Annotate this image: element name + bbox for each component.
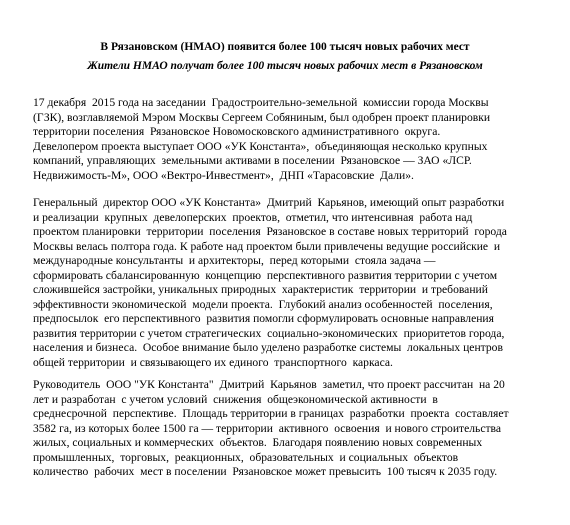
paragraph-line: Москвы велась полтора года. К работе над проектом были привлечены ведущие российские и [33,239,501,253]
paragraph-line: Генеральный директор ООО «УК Константа» Дмитрий Карьянов, имеющий опыт разработки [33,196,505,209]
paragraph-line: и реализации крупных девелоперских проектов, отметил, что интенсивная работа над [33,210,473,224]
paragraph-line: развития территории с учетом стратегических социально-экономических приоритетов города, [33,326,505,340]
paragraph-line: Девелопером проекта выступает ООО «УК Константа», объединяющая несколько крупных [33,139,488,153]
paragraph-line: лет и разработан с учетом условий снижения общеэкономической активности в [33,392,438,406]
paragraph-line: международные консультанты и архитекторы, перед которыми стояла задача — [33,254,436,267]
paragraph-1 [33,96,553,183]
paragraph-line: эффективности экономической модели проекта. Глубокий анализ особенностей поселения, [33,297,493,311]
paragraph-line: сформировать сбалансированную концепцию перспективного развития территории с учетом [33,268,498,282]
paragraph-line: жилых, социальных и коммерческих объектов. Благодаря появлению новых современных [33,436,483,449]
paragraph-line: сложившейся застройки, уникальных природных характеристик территории и требований [33,283,488,296]
paragraph-line: компаний, управляющих земельными активами в поселении Рязановское — ЗАО «ЛСР. [33,154,472,167]
paragraph-line: проектом планировки территории поселения Рязановское в составе новых территорий города [33,225,507,238]
paragraph-line: (ГЗК), возглавляемой Мэром Москвы Сергеем Собяниным, был одобрен проект планировки [33,110,491,124]
paragraph-line: 17 декабря 2015 года на заседании Градостроительно-земельной комиссии города Москвы [33,96,489,109]
paragraph-line: населения и бизнеса. Особое внимание было уделено разработке системы локальных центров [33,341,503,354]
paragraph-line: промышленных, торговых, реакционных, образовательных и социальных объектов [33,450,459,464]
headline-primary: В Рязановском (НМАО) появится более 100 тысяч новых рабочих мест [100,41,470,53]
paragraph-2 [33,196,553,370]
paragraph-line: территории поселения Рязановское Новомосковского административного округа. [33,125,441,138]
paragraph-line: предпосылок его перспективного развития помогли сформулировать основные направления [33,312,494,325]
paragraph-line: среднесрочной перспективе. Площадь территории в границах разработки проекта составляет [33,407,509,420]
paragraph-line: 3582 га, из которых более 1500 га — территории активного освоения и нового строительства [33,421,502,435]
paragraph-3 [33,378,553,480]
paragraph-line: общей территории и связывающего их единого транспортного каркаса. [33,355,393,369]
headline-secondary: Жители НМАО получат более 100 тысяч новых рабочих мест в Рязановском [87,60,483,72]
paragraph-line: Недвижимость-М», ООО «Вектро-Инвестмент», ДНП «Тарасовские Дали». [33,168,414,182]
paragraph-line: Руководитель ООО "УК Константа" Дмитрий Карьянов заметил, что проект рассчитан на 20 [33,378,505,391]
paragraph-line: количество рабочих мест в поселении Рязановское может превысить 100 тысяч к 2035 году. [33,465,498,478]
